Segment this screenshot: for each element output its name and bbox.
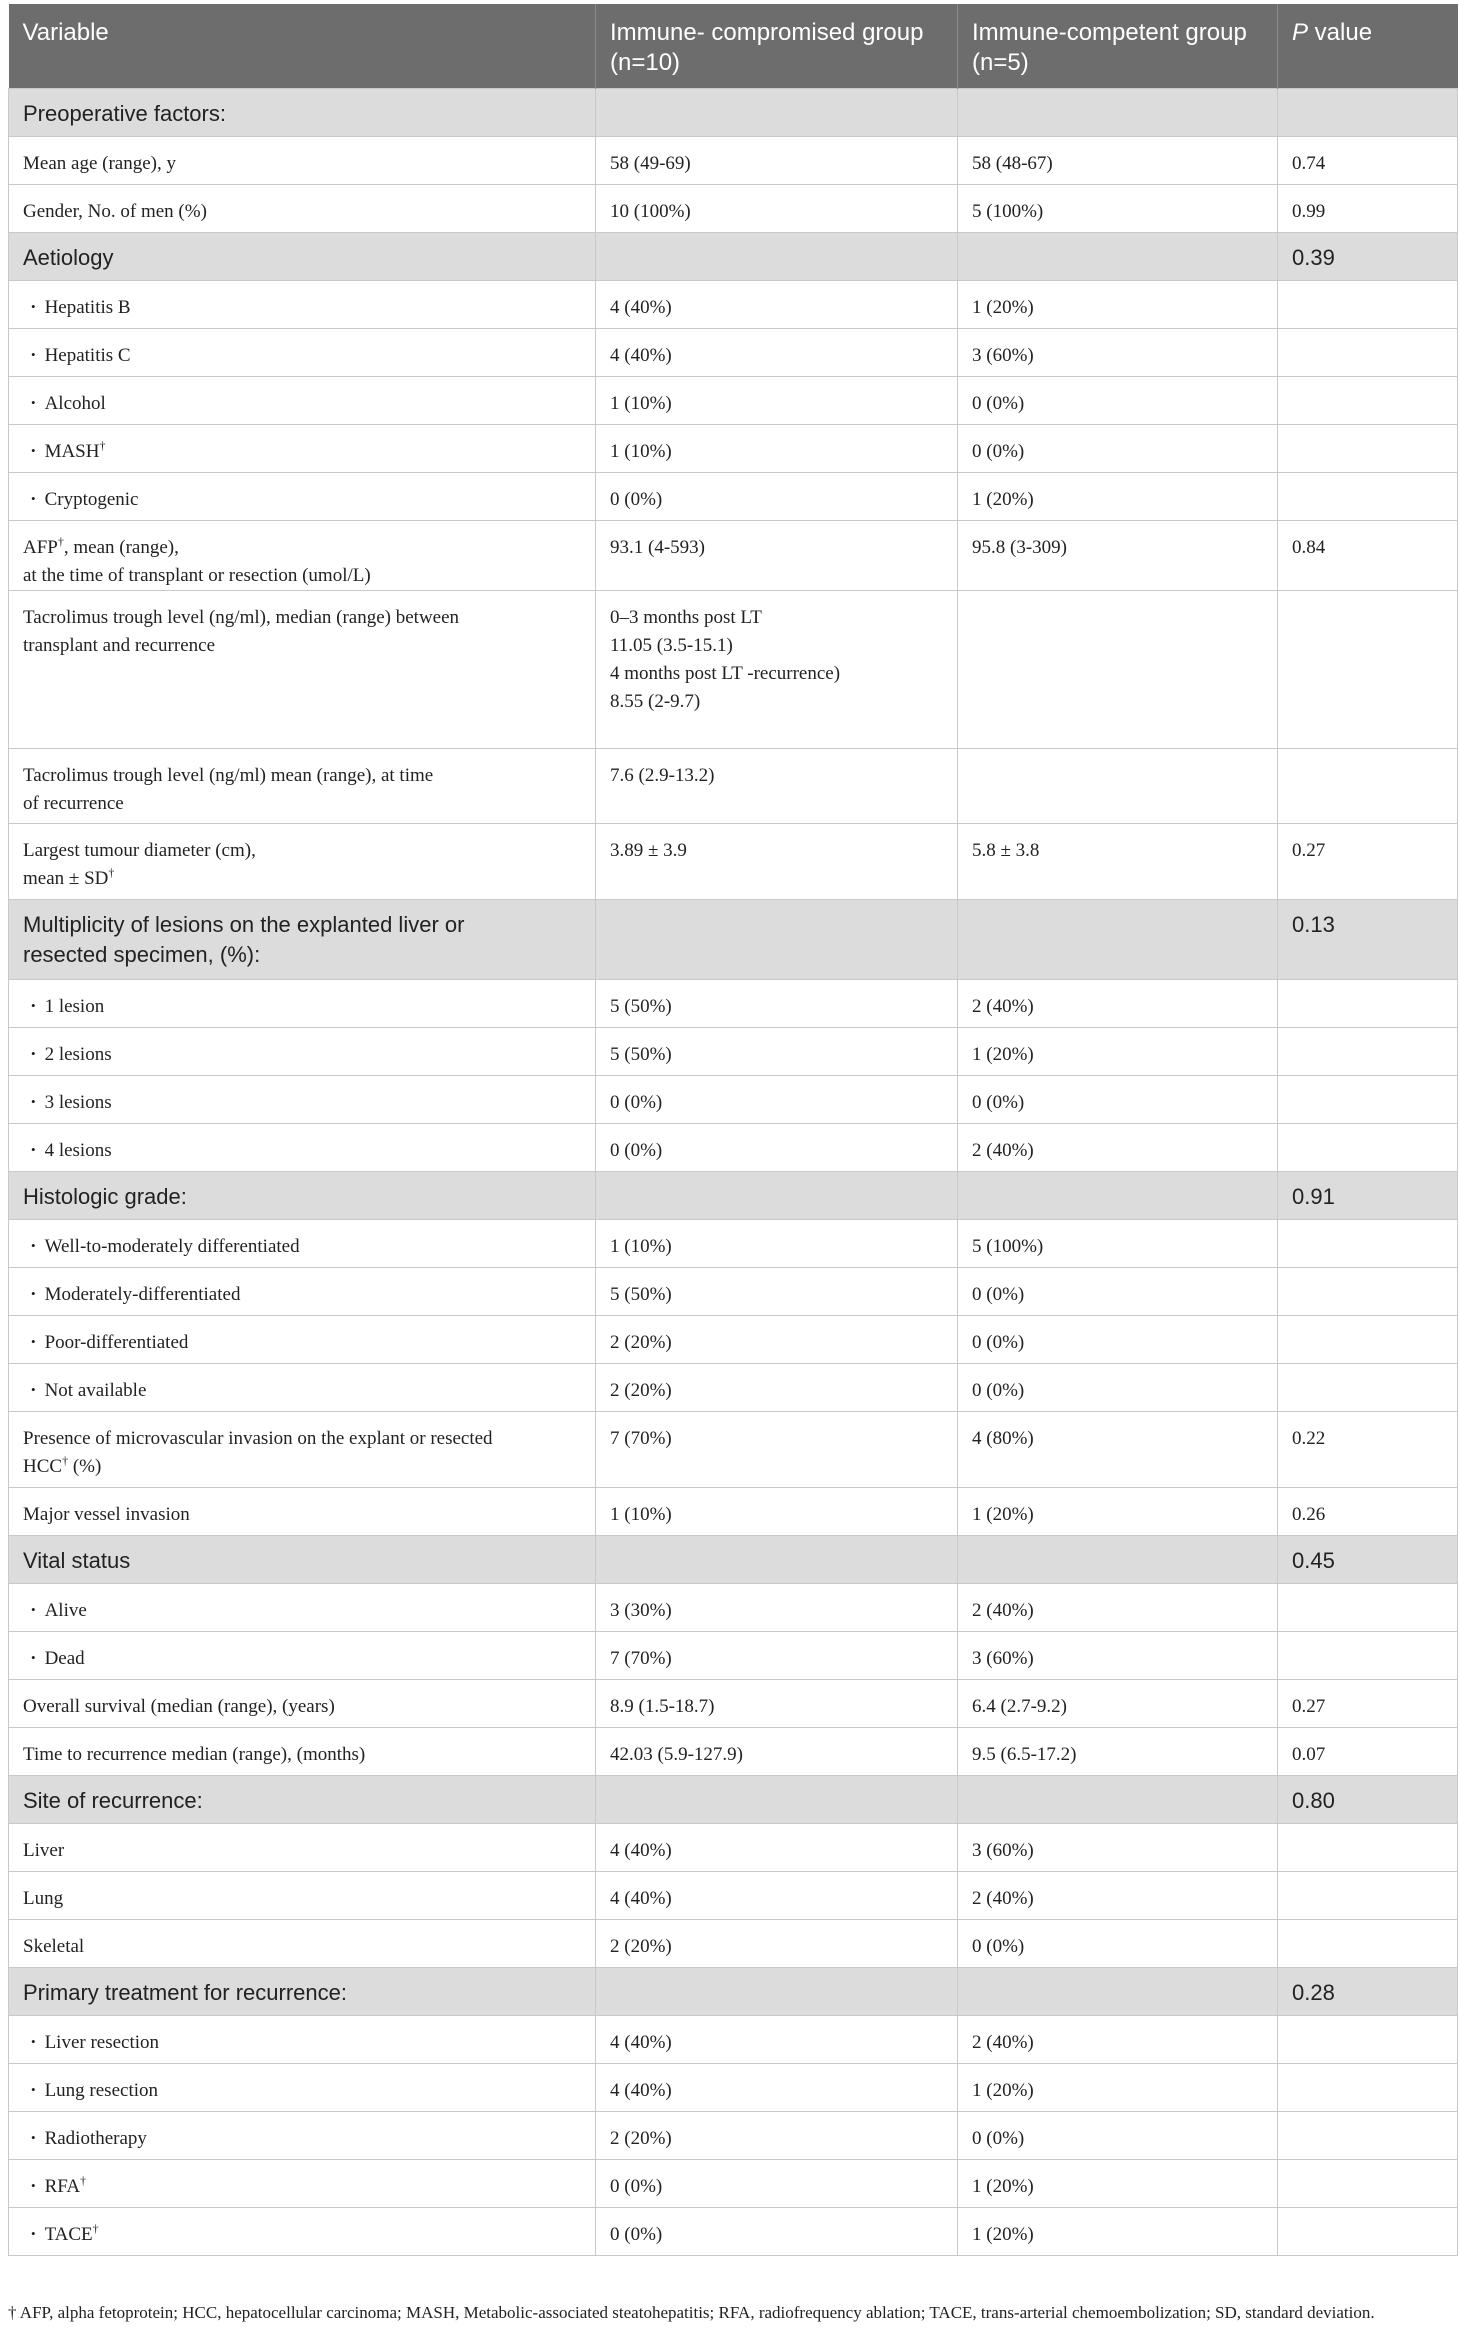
cell-p-value: 0.28	[1278, 1967, 1458, 2015]
row-label-text: Presence of microvascular invasion on the explant or resected	[23, 1427, 493, 1449]
table-row	[9, 1075, 1458, 1123]
cell-p-value: 0.22	[1278, 1411, 1458, 1487]
cell-competent: 1 (20%)	[958, 1027, 1278, 1075]
cell-p-value	[1278, 1267, 1458, 1315]
cell-compromised: 2 (20%)	[596, 1919, 958, 1967]
cell-compromised	[596, 1967, 958, 2015]
cell-competent: 0 (0%)	[958, 376, 1278, 424]
cell-p-value: 0.39	[1278, 232, 1458, 280]
table-row	[9, 979, 1458, 1027]
cell-competent	[958, 1775, 1278, 1823]
row-label: Skeletal	[9, 1919, 596, 1967]
table-row	[9, 184, 1458, 232]
row-label: • Alive	[9, 1583, 596, 1631]
cell-competent: 2 (40%)	[958, 979, 1278, 1027]
cell-competent: 1 (20%)	[958, 472, 1278, 520]
row-label-text: Tacrolimus trough level (ng/ml) mean (range), at time	[23, 764, 434, 786]
row-label-text: AFP	[23, 536, 58, 558]
section-row	[9, 1775, 1458, 1823]
cell-p-value: 0.84	[1278, 520, 1458, 590]
row-label-text: resected specimen, (%):	[23, 941, 261, 967]
row-label	[9, 748, 596, 823]
cell-p-value	[1278, 1027, 1458, 1075]
cell-competent: 1 (20%)	[958, 2159, 1278, 2207]
row-label: • 4 lesions	[9, 1123, 596, 1171]
table-row	[9, 1123, 1458, 1171]
row-label-text: transplant and recurrence	[23, 634, 216, 656]
cell-competent: 0 (0%)	[958, 1363, 1278, 1411]
cell-competent: 4 (80%)	[958, 1411, 1278, 1487]
cell-competent: 0 (0%)	[958, 424, 1278, 472]
row-label: Gender, No. of men (%)	[9, 184, 596, 232]
cell-p-value	[1278, 472, 1458, 520]
section-row	[9, 232, 1458, 280]
cell-p-value	[1278, 1315, 1458, 1363]
cell-compromised: 5 (50%)	[596, 979, 958, 1027]
row-label-text: (%)	[68, 1455, 102, 1477]
cell-competent	[958, 1535, 1278, 1583]
cell-p-value: 0.80	[1278, 1775, 1458, 1823]
row-label-text: of recurrence	[23, 792, 124, 814]
row-label	[9, 424, 596, 472]
cell-competent	[958, 232, 1278, 280]
dagger-mark: †	[108, 865, 115, 880]
cell-compromised: 3 (30%)	[596, 1583, 958, 1631]
cell-compromised: 93.1 (4-593)	[596, 520, 958, 590]
cell-competent: 9.5 (6.5-17.2)	[958, 1727, 1278, 1775]
row-label: Lung	[9, 1871, 596, 1919]
cell-compromised: 3.89 ± 3.9	[596, 823, 958, 899]
cell-competent: 1 (20%)	[958, 1487, 1278, 1535]
cell-p-value: 0.27	[1278, 823, 1458, 899]
cell-compromised: 4 (40%)	[596, 2015, 958, 2063]
cell-p-value	[1278, 1219, 1458, 1267]
cell-p-value	[1278, 1631, 1458, 1679]
row-label: Preoperative factors:	[9, 88, 596, 136]
cell-competent: 0 (0%)	[958, 2111, 1278, 2159]
cell-compromised	[596, 899, 958, 979]
cell-p-value	[1278, 2159, 1458, 2207]
data-table-container	[8, 4, 1457, 2256]
cell-competent: 2 (40%)	[958, 1123, 1278, 1171]
table-row	[9, 1631, 1458, 1679]
header-p-italic: P	[1292, 19, 1309, 46]
row-label: Mean age (range), y	[9, 136, 596, 184]
cell-compromised: 7 (70%)	[596, 1411, 958, 1487]
row-label: Site of recurrence:	[9, 1775, 596, 1823]
cell-compromised: 4 (40%)	[596, 1823, 958, 1871]
cell-competent: 5 (100%)	[958, 184, 1278, 232]
row-label-text: HCC	[23, 1455, 63, 1477]
row-label: • Lung resection	[9, 2063, 596, 2111]
row-label: • Liver resection	[9, 2015, 596, 2063]
header-p-rest: value	[1308, 19, 1373, 46]
cell-compromised: 5 (50%)	[596, 1027, 958, 1075]
table-row	[9, 472, 1458, 520]
row-label: Vital status	[9, 1535, 596, 1583]
row-label: • Alcohol	[9, 376, 596, 424]
row-label	[9, 823, 596, 899]
row-label-text: mean ± SD	[23, 867, 109, 889]
cell-compromised: 0 (0%)	[596, 1075, 958, 1123]
row-label-text: Largest tumour diameter (cm),	[23, 839, 256, 861]
cell-competent: 5 (100%)	[958, 1219, 1278, 1267]
row-label	[9, 590, 596, 748]
row-label: • Moderately-differentiated	[9, 1267, 596, 1315]
cell-compromised: 7 (70%)	[596, 1631, 958, 1679]
cell-competent	[958, 1171, 1278, 1219]
row-label: Time to recurrence median (range), (months)	[9, 1727, 596, 1775]
table-row	[9, 1219, 1458, 1267]
cell-p-value	[1278, 2063, 1458, 2111]
dagger-mark: †	[99, 438, 106, 453]
row-label: Aetiology	[9, 232, 596, 280]
row-label	[9, 2207, 596, 2255]
table-row	[9, 2063, 1458, 2111]
table-row	[9, 2159, 1458, 2207]
cell-compromised: 10 (100%)	[596, 184, 958, 232]
table-row	[9, 1583, 1458, 1631]
cell-compromised: 0 (0%)	[596, 2207, 958, 2255]
cell-competent: 3 (60%)	[958, 1823, 1278, 1871]
cell-p-value	[1278, 376, 1458, 424]
row-label: • Hepatitis B	[9, 280, 596, 328]
cell-compromised	[596, 1171, 958, 1219]
table-row	[9, 1267, 1458, 1315]
cell-p-value: 0.45	[1278, 1535, 1458, 1583]
row-label: • Poor-differentiated	[9, 1315, 596, 1363]
row-label: • 1 lesion	[9, 979, 596, 1027]
row-label: Overall survival (median (range), (years)	[9, 1679, 596, 1727]
row-label: • Not available	[9, 1363, 596, 1411]
dagger-mark: †	[57, 534, 64, 549]
cell-competent: 3 (60%)	[958, 1631, 1278, 1679]
dagger-mark: †	[62, 1453, 69, 1468]
table-row	[9, 1679, 1458, 1727]
table-row	[9, 1727, 1458, 1775]
row-label: Histologic grade:	[9, 1171, 596, 1219]
table-row	[9, 376, 1458, 424]
cell-p-value	[1278, 280, 1458, 328]
comparison-table	[8, 4, 1458, 2256]
cell-p-value	[1278, 328, 1458, 376]
table-row	[9, 590, 1458, 748]
cell-compromised: 2 (20%)	[596, 1363, 958, 1411]
row-label-text: , mean (range),	[63, 536, 179, 558]
row-label	[9, 2159, 596, 2207]
table-row	[9, 520, 1458, 590]
section-row	[9, 899, 1458, 979]
dagger-mark: †	[92, 2221, 99, 2236]
section-row	[9, 1535, 1458, 1583]
row-label: • Radiotherapy	[9, 2111, 596, 2159]
cell-compromised: 4 (40%)	[596, 328, 958, 376]
cell-compromised: 2 (20%)	[596, 2111, 958, 2159]
row-label-text: TACE	[44, 2223, 93, 2245]
cell-p-value: 0.74	[1278, 136, 1458, 184]
cell-p-value	[1278, 88, 1458, 136]
cell-p-value: 0.91	[1278, 1171, 1458, 1219]
cell-p-value	[1278, 1363, 1458, 1411]
header-immune-competent: Immune-competent group (n=5)	[958, 4, 1278, 88]
row-label: • Dead	[9, 1631, 596, 1679]
cell-line: 4 months post LT -recurrence)	[610, 662, 841, 684]
cell-competent: 58 (48-67)	[958, 136, 1278, 184]
section-row	[9, 88, 1458, 136]
cell-competent: 0 (0%)	[958, 1267, 1278, 1315]
cell-p-value	[1278, 1919, 1458, 1967]
cell-competent: 0 (0%)	[958, 1075, 1278, 1123]
cell-p-value	[1278, 1871, 1458, 1919]
cell-compromised: 58 (49-69)	[596, 136, 958, 184]
table-row	[9, 1027, 1458, 1075]
row-label-text: RFA	[44, 2175, 81, 2197]
row-label	[9, 899, 596, 979]
cell-compromised: 1 (10%)	[596, 376, 958, 424]
cell-compromised	[596, 590, 958, 748]
cell-competent: 2 (40%)	[958, 2015, 1278, 2063]
table-row	[9, 1411, 1458, 1487]
cell-compromised	[596, 1535, 958, 1583]
cell-competent: 0 (0%)	[958, 1919, 1278, 1967]
row-label: • 3 lesions	[9, 1075, 596, 1123]
table-row	[9, 1871, 1458, 1919]
cell-compromised	[596, 232, 958, 280]
cell-competent: 1 (20%)	[958, 2207, 1278, 2255]
cell-compromised: 8.9 (1.5-18.7)	[596, 1679, 958, 1727]
table-row	[9, 1363, 1458, 1411]
cell-compromised: 4 (40%)	[596, 1871, 958, 1919]
cell-p-value	[1278, 2015, 1458, 2063]
cell-p-value	[1278, 2111, 1458, 2159]
section-row	[9, 1171, 1458, 1219]
cell-compromised	[596, 88, 958, 136]
cell-line: 11.05 (3.5-15.1)	[610, 634, 733, 656]
cell-compromised	[596, 1775, 958, 1823]
cell-compromised: 0 (0%)	[596, 2159, 958, 2207]
row-label	[9, 520, 596, 590]
row-label-text: Tacrolimus trough level (ng/ml), median (range) between	[23, 606, 460, 628]
table-row	[9, 280, 1458, 328]
cell-competent	[958, 1967, 1278, 2015]
cell-competent	[958, 88, 1278, 136]
cell-compromised: 7.6 (2.9-13.2)	[596, 748, 958, 823]
cell-p-value: 0.27	[1278, 1679, 1458, 1727]
cell-compromised: 0 (0%)	[596, 472, 958, 520]
cell-competent	[958, 748, 1278, 823]
cell-competent: 3 (60%)	[958, 328, 1278, 376]
table-row	[9, 424, 1458, 472]
cell-p-value	[1278, 1123, 1458, 1171]
row-label: Major vessel invasion	[9, 1487, 596, 1535]
row-label	[9, 1411, 596, 1487]
table-row	[9, 2015, 1458, 2063]
header-p-value	[1278, 4, 1458, 88]
cell-compromised: 2 (20%)	[596, 1315, 958, 1363]
cell-p-value	[1278, 1823, 1458, 1871]
cell-compromised: 1 (10%)	[596, 1219, 958, 1267]
cell-p-value: 0.26	[1278, 1487, 1458, 1535]
cell-p-value	[1278, 2207, 1458, 2255]
cell-compromised: 0 (0%)	[596, 1123, 958, 1171]
section-row	[9, 1967, 1458, 2015]
table-row	[9, 1487, 1458, 1535]
table-row	[9, 1315, 1458, 1363]
header-immune-compromised: Immune- compromised group (n=10)	[596, 4, 958, 88]
cell-competent: 2 (40%)	[958, 1583, 1278, 1631]
cell-competent	[958, 590, 1278, 748]
table-row	[9, 2207, 1458, 2255]
cell-line: 8.55 (2-9.7)	[610, 690, 701, 712]
cell-compromised: 1 (10%)	[596, 1487, 958, 1535]
row-label: • Hepatitis C	[9, 328, 596, 376]
cell-line: 0–3 months post LT	[610, 606, 762, 628]
row-label: Primary treatment for recurrence:	[9, 1967, 596, 2015]
cell-competent: 0 (0%)	[958, 1315, 1278, 1363]
cell-p-value: 0.13	[1278, 899, 1458, 979]
cell-p-value: 0.99	[1278, 184, 1458, 232]
cell-competent: 2 (40%)	[958, 1871, 1278, 1919]
dagger-mark: †	[80, 2173, 87, 2188]
table-row	[9, 136, 1458, 184]
row-label-text: at the time of transplant or resection (umol/L)	[23, 564, 371, 586]
row-label: • Cryptogenic	[9, 472, 596, 520]
cell-p-value	[1278, 1583, 1458, 1631]
cell-competent	[958, 899, 1278, 979]
table-row	[9, 823, 1458, 899]
row-label: Liver	[9, 1823, 596, 1871]
row-label-text: MASH	[44, 440, 100, 462]
row-label: • 2 lesions	[9, 1027, 596, 1075]
cell-compromised: 5 (50%)	[596, 1267, 958, 1315]
cell-competent: 6.4 (2.7-9.2)	[958, 1679, 1278, 1727]
cell-competent: 95.8 (3-309)	[958, 520, 1278, 590]
table-row	[9, 1919, 1458, 1967]
cell-competent: 5.8 ± 3.8	[958, 823, 1278, 899]
cell-p-value	[1278, 979, 1458, 1027]
cell-p-value	[1278, 1075, 1458, 1123]
table-row	[9, 748, 1458, 823]
table-footnote: † AFP, alpha fetoprotein; HCC, hepatocellular carcinoma; MASH, Metabolic-associated steatohepatitis; RFA, radiofrequency ablation; TACE, trans-arterial chemoembolization; SD, standard deviation.	[8, 2303, 1375, 2322]
table-header-row	[9, 4, 1458, 88]
cell-p-value: 0.07	[1278, 1727, 1458, 1775]
cell-competent: 1 (20%)	[958, 2063, 1278, 2111]
cell-p-value	[1278, 424, 1458, 472]
cell-p-value	[1278, 748, 1458, 823]
row-label: • Well-to-moderately differentiated	[9, 1219, 596, 1267]
cell-compromised: 4 (40%)	[596, 2063, 958, 2111]
cell-compromised: 4 (40%)	[596, 280, 958, 328]
table-row	[9, 2111, 1458, 2159]
row-label-text: Multiplicity of lesions on the explanted liver or	[23, 911, 465, 937]
header-variable: Variable	[9, 4, 596, 88]
cell-compromised: 42.03 (5.9-127.9)	[596, 1727, 958, 1775]
table-row	[9, 328, 1458, 376]
table-row	[9, 1823, 1458, 1871]
cell-p-value	[1278, 590, 1458, 748]
cell-compromised: 1 (10%)	[596, 424, 958, 472]
cell-competent: 1 (20%)	[958, 280, 1278, 328]
